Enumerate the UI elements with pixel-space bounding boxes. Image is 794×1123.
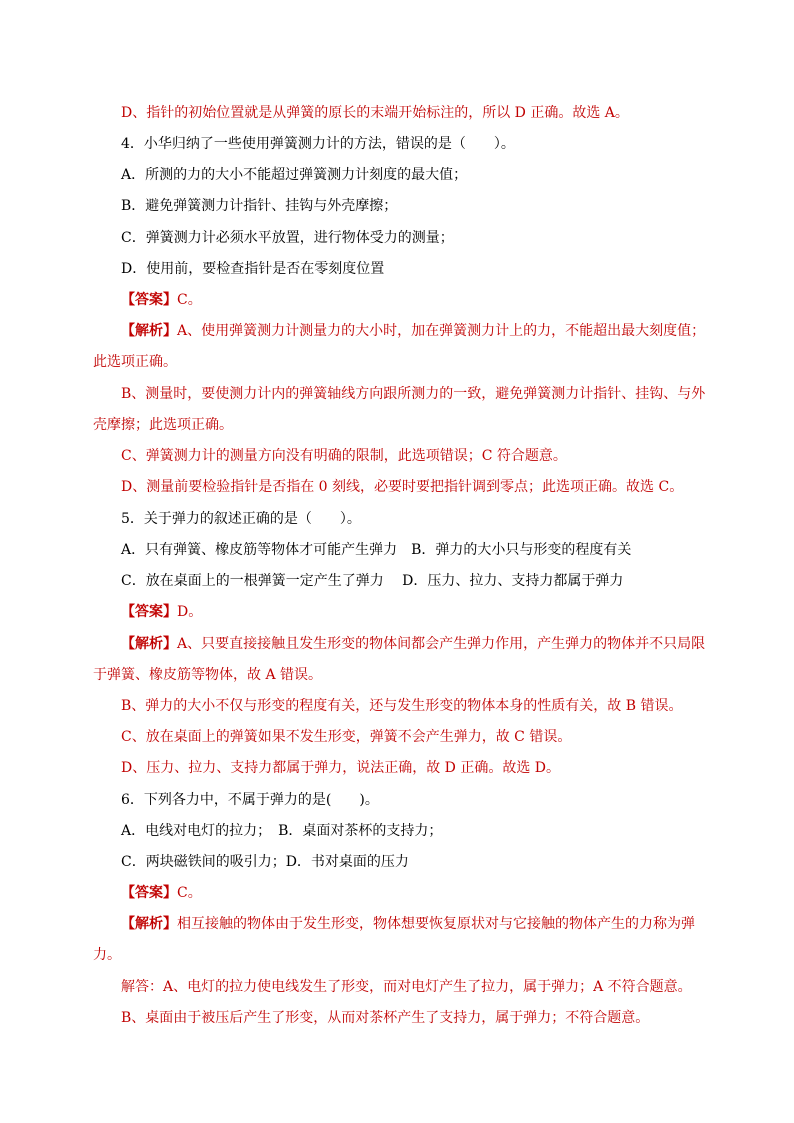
question-4-stem: 4．小华归纳了一些使用弹簧测力计的方法，错误的是（ ）。 [121, 136, 515, 152]
analysis-text: A、使用弹簧测力计测量力的大小时，加在弹簧测力计上的力，不能超出最大刻度值； [177, 323, 706, 339]
question-6-options-cd: C．两块磁铁间的吸引力；D．书对桌面的压力 [121, 854, 409, 870]
answer-value: C。 [177, 885, 202, 901]
question-5-options-cd: C．放在桌面上的一根弹簧一定产生了弹力 D．压力、拉力、支持力都属于弹力 [121, 573, 624, 589]
question-4-analysis-b: B、测量时，要使测力计内的弹簧轴线方向跟所测力的一致，避免弹簧测力计指针、挂钩、与外 [121, 386, 706, 402]
question-5-analysis-d: D、压力、拉力、支持力都属于弹力，说法正确，故 D 正确。故选 D。 [121, 760, 561, 776]
analysis-label: 【解析】 [121, 636, 177, 652]
question-4-analysis-b-cont: 壳摩擦；此选项正确。 [93, 417, 233, 433]
answer-label: 【答案】 [121, 604, 177, 620]
question-6-answer [121, 883, 202, 903]
question-5-analysis-cont: 于弹簧、橡皮筋等物体，故 A 错误。 [93, 667, 323, 683]
analysis-text: 相互接触的物体由于发生形变，物体想要恢复原状对与它接触的物体产生的力称为弹 [177, 916, 695, 932]
question-4-analysis-c: C、弹簧测力计的测量方向没有明确的限制，此选项错误；C 符合题意。 [121, 448, 567, 464]
answer-value: C。 [177, 292, 202, 308]
answer-value: D。 [177, 604, 203, 620]
question-5-stem: 5．关于弹力的叙述正确的是（ ）。 [121, 511, 361, 527]
question-4-analysis-cont: 此选项正确。 [93, 354, 177, 370]
question-4-analysis [121, 321, 705, 341]
question-6-options-ab: A．电线对电灯的拉力； B．桌面对茶杯的支持力； [121, 823, 443, 839]
question-5-analysis-b: B、弹力的大小不仅与形变的程度有关，还与发生形变的物体本身的性质有关，故 B 错误。 [121, 698, 683, 714]
analysis-text: A、只要直接接触且发生形变的物体间都会产生弹力作用，产生弹力的物体并不只局限 [177, 636, 706, 652]
previous-explanation-d: D、指针的初始位置就是从弹簧的原长的末端开始标注的，所以 D 正确。故选 A。 [121, 105, 629, 121]
answer-label: 【答案】 [121, 292, 177, 308]
question-4-option-a: A．所测的力的大小不能超过弹簧测力计刻度的最大值； [121, 167, 468, 183]
question-4-option-c: C．弹簧测力计必须水平放置，进行物体受力的测量； [121, 230, 454, 246]
question-4-analysis-d: D、测量前要检验指针是否指在 0 刻线，必要时要把指针调到零点；此选项正确。故选 C。 [121, 479, 684, 495]
question-5-options-ab: A．只有弹簧、橡皮筋等物体才可能产生弹力 B．弹力的大小只与形变的程度有关 [121, 542, 632, 558]
question-5-analysis [121, 634, 705, 654]
question-5-answer [121, 602, 202, 622]
question-5-analysis-c: C、放在桌面上的弹簧如果不发生形变，弹簧不会产生弹力，故 C 错误。 [121, 729, 572, 745]
question-6-stem: 6．下列各力中，不属于弹力的是( )。 [121, 792, 379, 808]
answer-label: 【答案】 [121, 885, 177, 901]
question-4-option-d: D．使用前，要检查指针是否在零刻度位置 [121, 261, 385, 277]
question-6-solution-a: 解答：A、电灯的拉力使电线发生了形变，而对电灯产生了拉力，属于弹力；A 不符合题意。 [121, 979, 692, 995]
question-6-solution-b: B、桌面由于被压后产生了形变，从而对茶杯产生了支持力，属于弹力；不符合题意。 [121, 1010, 650, 1026]
question-6-analysis-cont: 力。 [93, 947, 121, 963]
question-6-analysis [121, 914, 695, 934]
question-4-answer [121, 290, 202, 310]
question-4-option-b: B．避免弹簧测力计指针、挂钩与外壳摩擦； [121, 198, 398, 214]
analysis-label: 【解析】 [121, 323, 177, 339]
analysis-label: 【解析】 [121, 916, 177, 932]
